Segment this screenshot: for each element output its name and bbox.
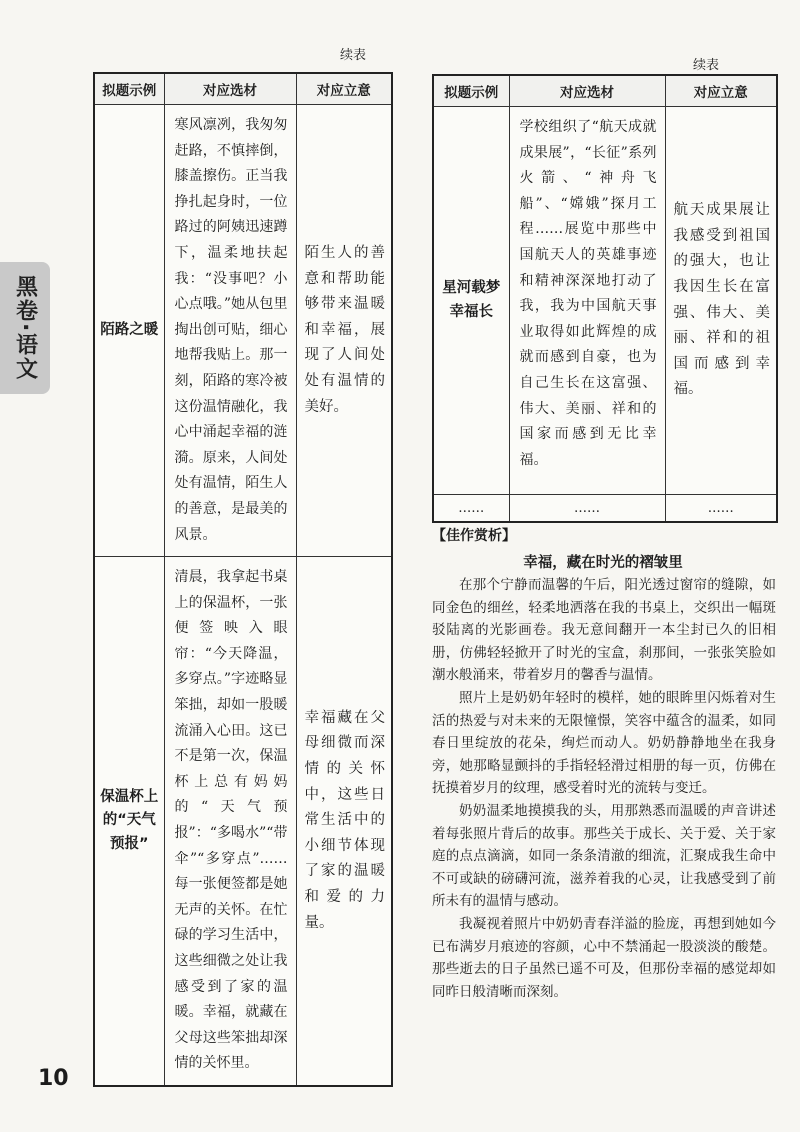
- header-material: 对应选材: [164, 73, 296, 105]
- header-material: 对应选材: [509, 75, 665, 107]
- row-title: 陌路之暖: [94, 105, 164, 557]
- right-table-header: [433, 75, 777, 107]
- ellipsis-cell: ……: [433, 495, 509, 523]
- header-idea: 对应立意: [296, 73, 392, 105]
- table-row: [94, 105, 392, 557]
- right-table: [432, 74, 778, 523]
- ellipsis-cell: ……: [509, 495, 665, 523]
- page-number: 10: [38, 1066, 69, 1091]
- left-table-header: [94, 73, 392, 105]
- essay-body: [432, 574, 776, 1003]
- continued-label-right: 续表: [693, 58, 720, 73]
- header-idea: 对应立意: [665, 75, 777, 107]
- left-table: [93, 72, 393, 1087]
- row-idea: 陌生人的善意和帮助能够带来温暖和幸福，展现了人间处处有温情的美好。: [296, 105, 392, 557]
- table-row-ellipsis: [433, 495, 777, 523]
- table-row: [433, 107, 777, 495]
- subject-side-tab: [0, 262, 50, 394]
- essay-paragraph: 照片上是奶奶年轻时的模样，她的眼眸里闪烁着对生活的热爱与对未来的无限憧憬，笑容中蕴含的温柔，如同春日里绽放的花朵，绚烂而动人。奶奶静静地坐在我身旁，她那略显颤抖的手指轻轻滑过相册的每一页，仿佛在抚摸着岁月的纹理，感受着时光的流转与变迁。: [432, 689, 776, 797]
- table-row: [94, 557, 392, 1086]
- essay-paragraph: 我凝视着照片中奶奶青春洋溢的脸庞，再想到她如今已布满岁月痕迹的容颜，心中不禁涌起一股淡淡的酸楚。那些逝去的日子虽然已遥不可及，但那份幸福的感觉却如同昨日般清晰而深刻。: [432, 915, 776, 1000]
- continued-label-left: 续表: [340, 48, 367, 63]
- essay-paragraph: 奶奶温柔地摸摸我的头，用那熟悉而温暖的声音讲述着每张照片背后的故事。那些关于成长、关于爱、关于家庭的点点滴滴，如同一条条清澈的细流，汇聚成我生命中不可或缺的磅礴河流，滋养着我的心灵，让我感受到了前所未有的温情与感动。: [432, 802, 776, 910]
- row-title: 星河载梦幸福长: [433, 107, 509, 495]
- section-label: 【佳作赏析】: [432, 528, 516, 544]
- row-idea: 幸福藏在父母细微而深情的关怀中，这些日常生活中的小细节体现了家的温暖和爱的力量。: [296, 557, 392, 1086]
- row-material: 寒风凛冽，我匆匆赶路，不慎摔倒，膝盖擦伤。正当我挣扎起身时，一位路过的阿姨迅速蹲下，温柔地扶起我：“没事吧？小心点哦。”她从包里掏出创可贴，细心地帮我贴上。那一刻，陌路的寒冷被这份温情融化，我心中涌起幸福的涟漪。原来，人间处处有温情，陌生人的善意，是最美的风景。: [164, 105, 296, 557]
- row-material: 清晨，我拿起书桌上的保温杯，一张便签映入眼帘：“今天降温，多穿点。”字迹略显笨拙，却如一股暖流涌入心田。这已不是第一次，保温杯上总有妈妈的“天气预报”：“多喝水”“带伞”“多穿点”……每一张便签都是她无声的关怀。在忙碌的学习生活中，这些细微之处让我感受到了家的温暖。幸福，就藏在父母这些笨拙却深情的关怀里。: [164, 557, 296, 1086]
- row-title: 保温杯上的“天气预报”: [94, 557, 164, 1086]
- header-title: 拟题示例: [433, 75, 509, 107]
- header-title: 拟题示例: [94, 73, 164, 105]
- row-idea: 航天成果展让我感受到祖国的强大，也让我因生长在富强、伟大、美丽、祥和的祖国而感到幸福。: [665, 107, 777, 495]
- essay-title: 幸福，藏在时光的褶皱里: [523, 555, 683, 571]
- ellipsis-cell: ……: [665, 495, 777, 523]
- essay-paragraph: 在那个宁静而温馨的午后，阳光透过窗帘的缝隙，如同金色的细丝，轻柔地洒落在我的书桌上，交织出一幅斑驳陆离的光影画卷。我无意间翻开一本尘封已久的旧相册，仿佛轻轻掀开了时光的宝盒，刹那间，一张张笑脸如潮水般涌来，带着岁月的馨香与温情。: [432, 577, 776, 684]
- row-material: 学校组织了“航天成就成果展”，“长征”系列火箭、“神舟飞船”、“嫦娥”探月工程……展览中那些中国航天人的英雄事迹和精神深深地打动了我，我为中国航天事业取得如此辉煌的成就而感到自豪，也为自己生长在这富强、伟大、美丽、祥和的国家而感到无比幸福。: [509, 107, 665, 495]
- subject-label: 黑卷·语文: [12, 274, 38, 382]
